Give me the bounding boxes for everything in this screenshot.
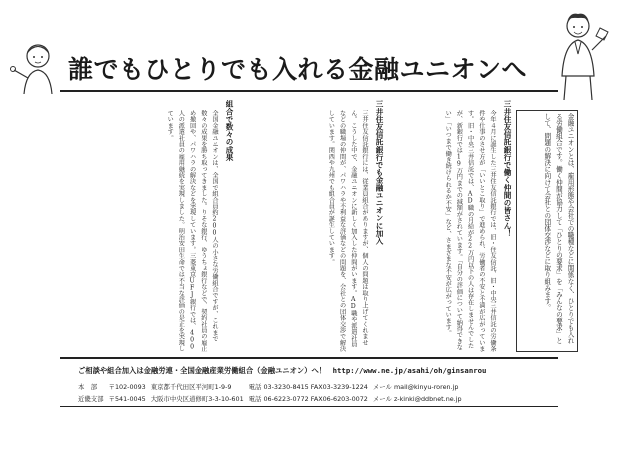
- section2-heading: 三井住友信託銀行でも金融ユニオンに加入: [375, 100, 384, 245]
- section3-body: 全国金融ユニオンは、全国で組合員約200人の小さな労働組合ですが、これまで数々の成果を勝ち取ってきました。りそな銀行、ゆうちょ銀行などで、契約社員の雇止め撤回や、パワハラの解決などを実現しています。三菱東京UFJ銀行では、400人の派遣社員の雇用継続を実現しました。明治安田生命では不当な評価の是正を実現しています。: [166, 110, 218, 352]
- top-rule: [60, 90, 558, 92]
- office-phone: 電話 06-6223-0772 FAX06-6203-0072: [248, 395, 368, 403]
- office-label: 近畿支部: [78, 395, 104, 403]
- contact-footer: [68, 366, 558, 403]
- flyer-headline: 誰でもひとりでも入れる金融ユニオンへ: [68, 55, 528, 84]
- office-address-table: [78, 379, 467, 403]
- section1-body: 今年４月に誕生した三井住友信託銀行では、旧・住友信託、旧・中央三井信託の労働条件や仕事のさせ方が「いいとこ取り」で進められ、労働者の不安と不満が広がっています。旧・中央三井信託では、AD職の月給が22万円以下の人は存在しませんでしたが、新銀行では19万円までの減額がされています。「自分の評価について納得できない」「いつまで働き続けられるか不安」など、さまざまな不安が広がっています。: [444, 110, 496, 352]
- office-phone: 電話 03-3230-8415 FAX03-3239-1224: [248, 383, 368, 391]
- office-mail[interactable]: メール z-kinki@ddbnet.ne.jp: [372, 395, 462, 403]
- office-address: 大阪市中央区道修町3-3-10-601: [150, 395, 244, 403]
- table-row: [78, 391, 467, 403]
- woman-illustration: [8, 40, 66, 94]
- office-mail[interactable]: メール mail@kinyu-roren.jp: [372, 383, 459, 391]
- man-illustration: [548, 10, 610, 102]
- table-row: [78, 379, 467, 391]
- office-label: 本 部: [78, 383, 98, 391]
- union-website-link[interactable]: http://www.ne.jp/asahi/oh/ginsanrou: [332, 366, 487, 375]
- intro-box: 金融ユニオンとは、雇用形態や会社での職種などに関係なく、ひとりでも入れる労働組合です。働く仲間が協力して「ひとりの要求」を「みんなの要求」として、問題の解決に向けて会社との団体交渉などに取り組みます。: [516, 110, 578, 352]
- contact-line: [68, 366, 558, 379]
- section2-body: 三井住友信託銀行には、従業員組合がありますが、個人の問題は取り上げてくれません。こうした中で、金融ユニオンに新しく加入した仲間がいます。AD職や派遣社員などの職場の仲間が、パワハラや不利益な評価などの問題を、会社との団体交渉で解決しています。関西や九州でも組合員が誕生しています。: [327, 110, 368, 352]
- section3-heading: 組合で数々の成果: [225, 100, 234, 161]
- office-postal: 〒102-0093: [108, 383, 146, 391]
- contact-text: ご相談や組合加入は金融労連・全国金融産業労働組合（金融ユニオン）へ！: [78, 366, 327, 375]
- bottom-rule: [60, 406, 558, 407]
- office-postal: 〒541-0045: [108, 395, 146, 403]
- footer-rule: [60, 357, 558, 359]
- section1-heading: 三井住友信託銀行で働く仲間の皆さん！: [503, 100, 512, 237]
- office-address: 東京都千代田区平河町1-9-9: [150, 383, 232, 391]
